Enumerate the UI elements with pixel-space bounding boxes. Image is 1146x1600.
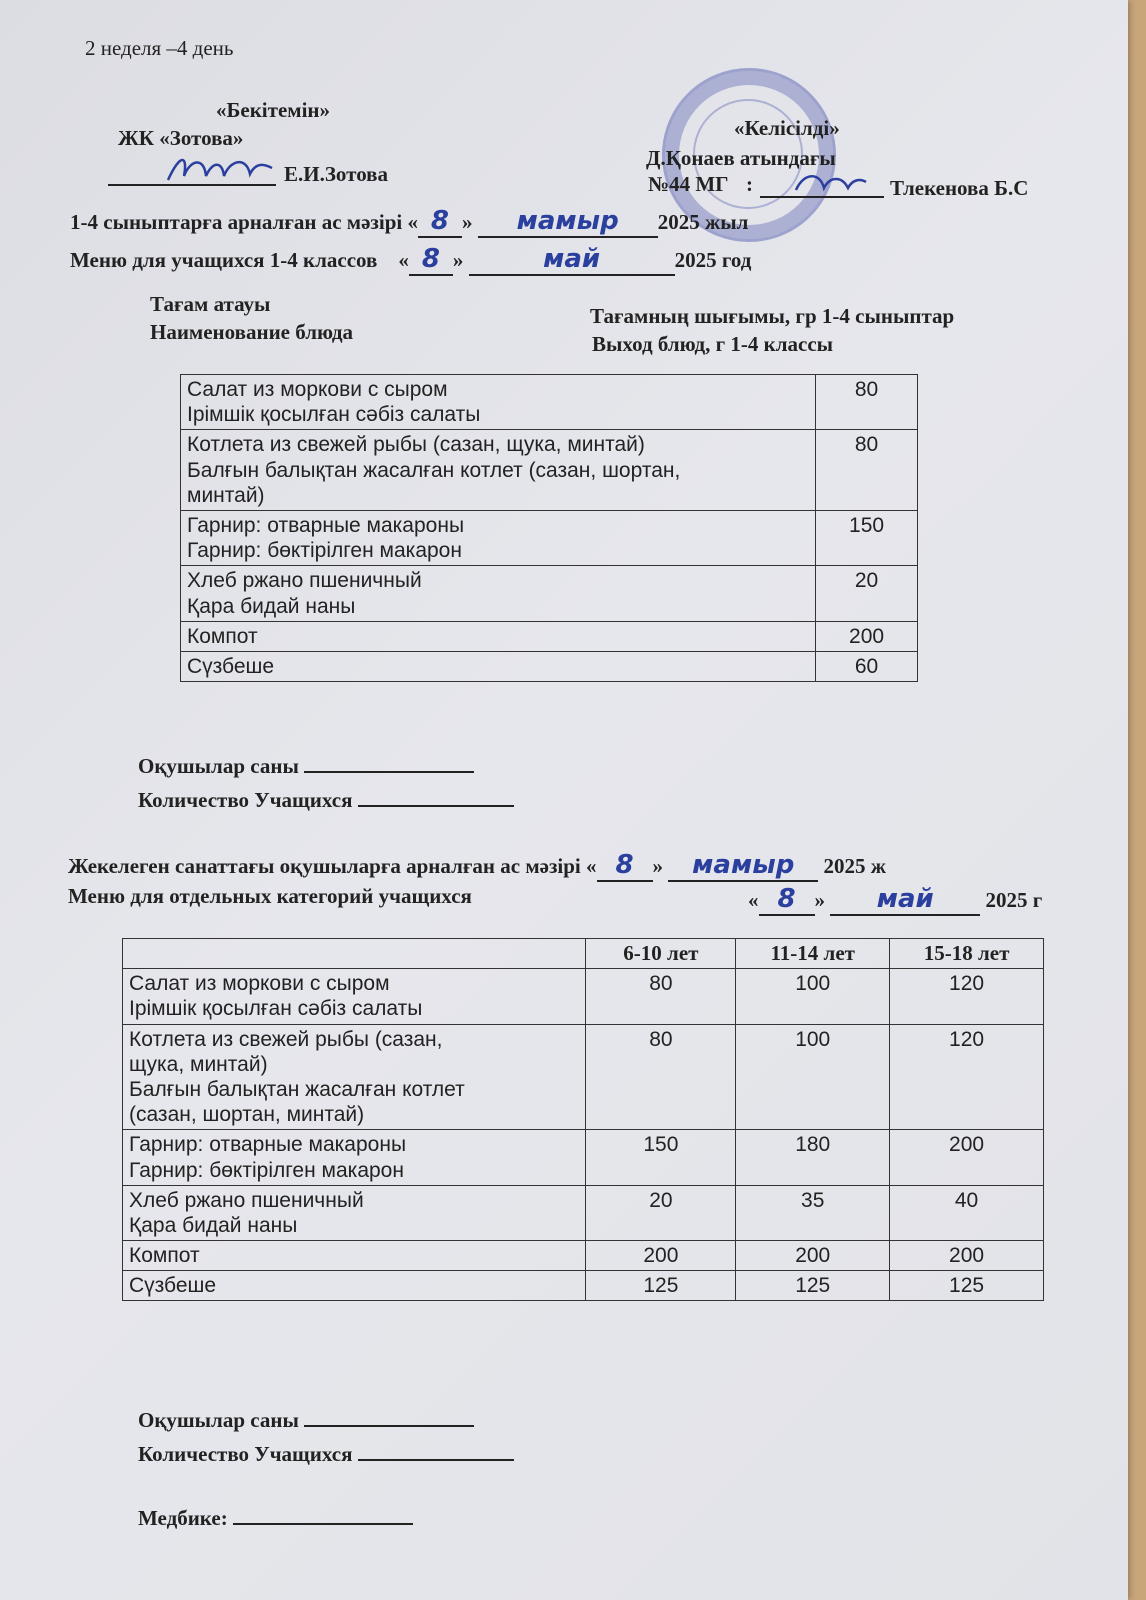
dish-name-cell (123, 1241, 586, 1271)
col-yield-ru: Выход блюд, г 1-4 классы (592, 332, 834, 356)
menu2-count-ru: Количество Учащихся (138, 1442, 514, 1467)
dish-name-cell (181, 651, 816, 681)
dish-name-line: Сүзбеше (129, 1274, 217, 1298)
menu1-title-kz: 1-4 сыныптарға арналған ас мәзірі « 8 » мамыр 2025 жыл (70, 206, 749, 236)
menu2-count-kz: Оқушылар саны (138, 1408, 474, 1433)
nurse-signature-field: Медбике: (138, 1506, 413, 1531)
table-row (123, 1271, 1044, 1301)
portion-value: 180 (736, 1130, 890, 1185)
dish-name-cell (123, 1271, 586, 1301)
portion-value: 35 (736, 1185, 890, 1240)
dish-name-line: Балғын балықтан жасалған котлет (129, 1077, 465, 1101)
dish-name-line: Хлеб ржано пшеничный (129, 1188, 364, 1212)
dish-name-line: Котлета из свежей рыбы (сазан, (129, 1027, 443, 1051)
portion-value: 40 (890, 1185, 1044, 1240)
dish-name-line: Гарнир: бөктірілген макарон (129, 1158, 404, 1182)
dish-name-line: Ірімшік қосылған сәбіз салаты (187, 403, 481, 427)
dish-name-line: щука, минтай) (129, 1052, 268, 1076)
menu2-title-kz: Жекелеген санаттағы оқушыларға арналған ас мәзірі « 8 » мамыр 2025 ж (68, 850, 886, 880)
portion-value: 120 (890, 969, 1044, 1024)
agree-signature (790, 166, 870, 200)
table-row (181, 651, 918, 681)
dish-name-line: Компот (129, 1244, 200, 1268)
dish-name-cell (181, 621, 816, 651)
age-group-header: 6-10 лет (586, 939, 736, 969)
approve-person: Е.И.Зотова (284, 162, 389, 186)
dish-name-cell (123, 1185, 586, 1240)
portion-value: 200 (736, 1241, 890, 1271)
portion-value: 125 (586, 1271, 736, 1301)
table-row (181, 375, 918, 430)
dish-name-line: Гарнир: отварные макароны (129, 1133, 407, 1157)
dish-name-line: Қара бидай наны (129, 1213, 298, 1237)
table-row (123, 1241, 1044, 1271)
table-row (181, 621, 918, 651)
portion-value: 125 (890, 1271, 1044, 1301)
dish-name-cell (123, 1024, 586, 1130)
menu2-date-ru: « 8 » май 2025 г (748, 884, 1043, 914)
agree-title: «Келісілді» (734, 116, 840, 140)
dish-name-cell (181, 430, 816, 511)
portion-value: 150 (586, 1130, 736, 1185)
agree-school: №44 МГ (648, 172, 729, 196)
yield-value: 200 (816, 621, 918, 651)
menu1-table (180, 374, 918, 682)
table-row (181, 510, 918, 565)
yield-value: 150 (816, 510, 918, 565)
portion-value: 20 (586, 1185, 736, 1240)
menu1-count-ru: Количество Учащихся (138, 788, 514, 813)
dish-name-line: (сазан, шортан, минтай) (129, 1103, 365, 1127)
dish-name-line: Гарнир: отварные макароны (187, 513, 465, 537)
portion-value: 100 (736, 1024, 890, 1130)
dish-name-line: Хлеб ржано пшеничный (187, 569, 422, 593)
portion-value: 125 (736, 1271, 890, 1301)
document-sheet: 2 неделя –4 день «Бекітемін» ЖК «Зотова» Е.И.Зотова «Келісілді» Д.Қонаев атындағы №44 МГ : Тлекенова Б.С 1-4 сыныптарға арналған ас мәзірі « 8 » мамыр 2025 жыл Меню для учащихся 1-4 классов « 8 » май 2025 год Тағам атауы Наименование блюда Тағамның шығымы, гр 1-4 сыныптар Выход блюд, г 1-4 классы Салат из моркови с сыром Ірімшік қосылған сәбіз салаты 80 Котлета из свежей рыбы (сазан, щука, минтай) Балғын балықтан жасалған котлет (сазан, шортан, минтай) 80 Гарнир: отварные макароны Гарнир: бөктірілген макарон 150 Хлеб ржано пшеничный Қара бидай наны 20 Компот 200 Сүзбеше 60 Оқушылар саны Количество Учащихся Жекелеген санаттағы оқушыларға арналған ас мәзірі « 8 » мамыр 2025 ж Меню для отдельных категорий учащихся « 8 » май 2025 г 6-10 лет 11-14 лет 15-18 лет Салат из моркови с сыром Ірімшік қосылған сәбіз салаты 80 100 120 Котлета из свежей рыбы (сазан, щука, минтай) Балғын балықтан жасалған котлет (сазан, шортан, минтай) 80 100 120 Гарнир: отварные макароны Гарнир: бөктірілген макарон 150 180 200 Хлеб ржано пшеничный Қара бидай наны 20 35 40 Компот 200 200 200 Сүзбеше 125 125 125 Оқушылар саны Количество Учащихся Медбике: (0, 0, 1128, 1600)
dish-name-cell (181, 566, 816, 621)
dish-name-cell (123, 1130, 586, 1185)
dish-name-line: минтай) (187, 483, 265, 507)
dish-name-cell (181, 375, 816, 430)
week-day-label: 2 неделя –4 день (85, 36, 234, 60)
table-row (181, 566, 918, 621)
dish-name-line: Котлета из свежей рыбы (сазан, щука, минтай) (187, 433, 645, 457)
dish-name-line: Компот (187, 624, 258, 648)
table-row (123, 1024, 1044, 1130)
col-name-kz: Тағам атауы (150, 292, 271, 316)
table-row (123, 1185, 1044, 1240)
portion-value: 200 (890, 1241, 1044, 1271)
portion-value: 80 (586, 969, 736, 1024)
menu2-table (122, 938, 1044, 1301)
dish-name-line: Ірімшік қосылған сәбіз салаты (129, 997, 423, 1021)
portion-value: 200 (890, 1130, 1044, 1185)
dish-name-cell (123, 969, 586, 1024)
portion-value: 120 (890, 1024, 1044, 1130)
approve-title: «Бекітемін» (216, 98, 331, 122)
portion-value: 80 (586, 1024, 736, 1130)
dish-name-line: Салат из моркови с сыром (129, 972, 390, 996)
table-row (123, 969, 1044, 1024)
agree-org: Д.Қонаев атындағы (646, 146, 836, 170)
portion-value: 100 (736, 969, 890, 1024)
portion-value: 200 (586, 1241, 736, 1271)
menu2-title-ru: Меню для отдельных категорий учащихся (68, 884, 472, 908)
col-yield-kz: Тағамның шығымы, гр 1-4 сыныптар (590, 304, 955, 328)
dish-name-line: Салат из моркови с сыром (187, 378, 448, 401)
yield-value: 80 (816, 430, 918, 511)
table-row (123, 1130, 1044, 1185)
header-blank-cell (123, 939, 586, 969)
dish-name-line: Қара бидай наны (187, 594, 356, 618)
approve-org: ЖК «Зотова» (118, 126, 244, 150)
agree-person: Тлекенова Б.С (890, 176, 1029, 200)
dish-name-line: Гарнир: бөктірілген макарон (187, 539, 462, 563)
approve-signature (160, 146, 280, 190)
age-group-header: 15-18 лет (890, 939, 1044, 969)
table-row (181, 430, 918, 511)
menu1-count-kz: Оқушылар саны (138, 754, 474, 779)
dish-name-line: Сүзбеше (187, 654, 275, 678)
yield-value: 60 (816, 651, 918, 681)
col-name-ru: Наименование блюда (150, 320, 353, 344)
dish-name-cell (181, 510, 816, 565)
dish-name-line: Балғын балықтан жасалған котлет (сазан, шортан, (187, 458, 681, 482)
yield-value: 80 (816, 375, 918, 430)
age-group-header: 11-14 лет (736, 939, 890, 969)
table-header-row (123, 939, 1044, 969)
menu1-title-ru: Меню для учащихся 1-4 классов « 8 » май 2025 год (70, 244, 752, 274)
yield-value: 20 (816, 566, 918, 621)
